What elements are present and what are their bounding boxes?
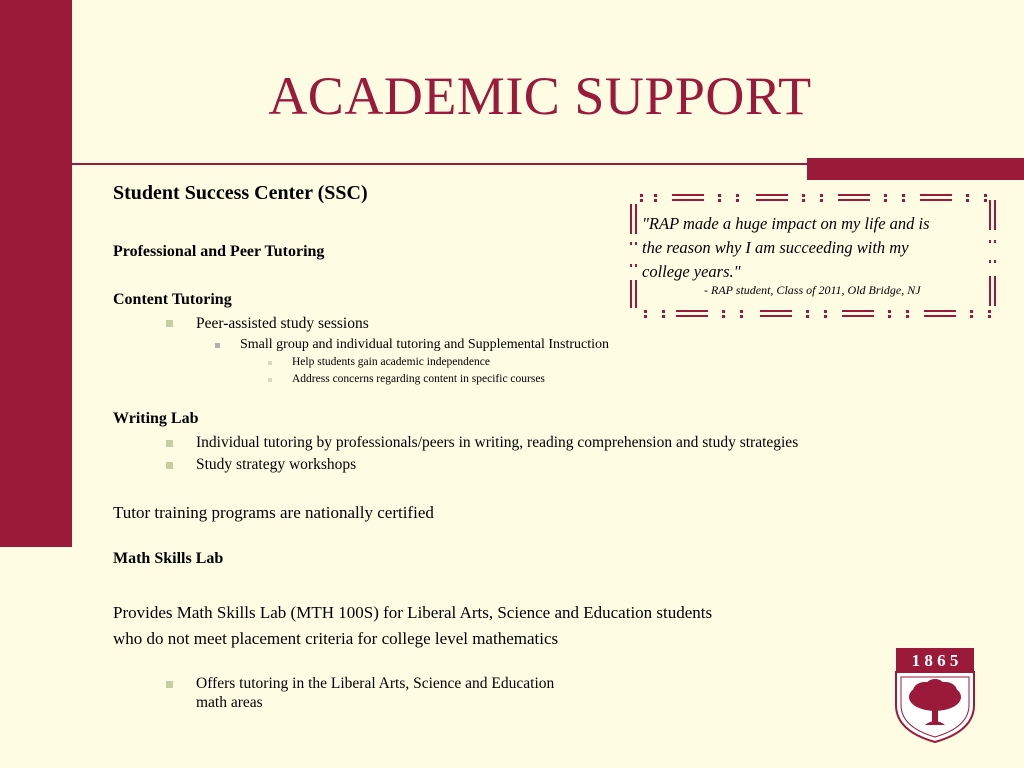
math-desc-line1: Provides Math Skills Lab (MTH 100S) for Liberal Arts, Science and Education students — [113, 603, 713, 622]
bullet-marker — [268, 378, 272, 382]
quote-line: college years." — [642, 262, 741, 281]
math-item-line1: Offers tutoring in the Liberal Arts, Science and Education — [196, 675, 555, 692]
quote-line: the reason why I am succeeding with my — [642, 238, 909, 257]
divider-accent-block — [807, 158, 1024, 180]
writing-item-workshops: Study strategy workshops — [196, 456, 357, 473]
bullet-marker — [166, 320, 173, 327]
math-item-line2: math areas — [196, 694, 263, 711]
bullet-marker — [215, 343, 220, 348]
writing-item-individual: Individual tutoring by professionals/peers in writing, reading comprehension and study strategies — [196, 434, 799, 451]
bullet-marker — [166, 440, 173, 447]
left-accent-bar — [0, 0, 72, 547]
content-item-small-group: Small group and individual tutoring and Supplemental Instruction — [240, 337, 610, 352]
bullet-marker — [166, 681, 173, 688]
slide-title: ACADEMIC SUPPORT — [268, 66, 812, 126]
content-subitem-concerns: Address concerns regarding content in specific courses — [292, 373, 545, 385]
quote-text — [642, 212, 997, 284]
content-tutoring-heading: Content Tutoring — [113, 291, 232, 308]
content-item-peer-sessions: Peer-assisted study sessions — [196, 315, 369, 332]
writing-lab-heading: Writing Lab — [113, 410, 199, 427]
title-divider — [72, 163, 807, 165]
tutoring-heading: Professional and Peer Tutoring — [113, 243, 325, 260]
quote-attribution: - RAP student, Class of 2011, Old Bridge, NJ — [704, 283, 921, 297]
math-lab-heading: Math Skills Lab — [113, 550, 224, 567]
tutor-training-text: Tutor training programs are nationally certified — [113, 503, 434, 522]
tree-shield-icon — [895, 647, 975, 743]
bullet-marker — [166, 462, 173, 469]
content-subitem-independence: Help students gain academic independence — [292, 356, 490, 368]
math-desc-line2: who do not meet placement criteria for college level mathematics — [113, 629, 559, 648]
bullet-marker — [268, 361, 272, 365]
quote-line: "RAP made a huge impact on my life and is — [642, 214, 930, 233]
ssc-heading: Student Success Center (SSC) — [113, 182, 368, 204]
logo-year: 1 8 6 5 — [911, 651, 959, 670]
